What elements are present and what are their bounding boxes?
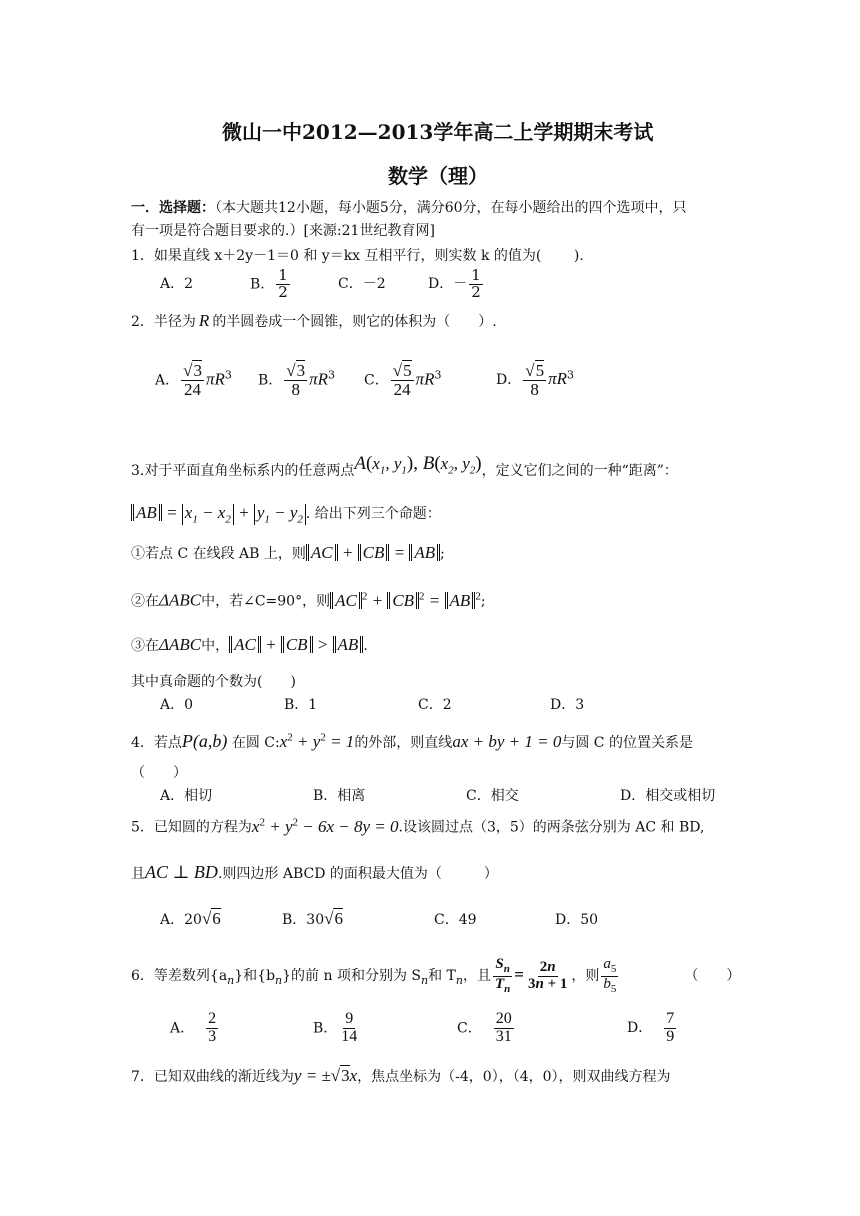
q1-option-d: D．－ $\frac{1}{2}$ <box>428 266 481 301</box>
question-5-stem: 5．已知圆的方程为$x^2 + y^2 - 6x - 8y = 0$.设该圆过点（3，5）的两条弦分别为 AC 和 BD, <box>131 816 705 836</box>
question-5-options <box>160 909 598 929</box>
q5-option-c: C．49 <box>434 912 477 928</box>
question-1-stem: 1．如果直线 x＋2y－1＝0 和 y＝kx 互相平行，则实数 k 的值为( ). <box>131 248 584 264</box>
question-2-options <box>155 362 574 399</box>
question-3-stem: 3.对于平面直角坐标系内的任意两点$A(x_1$, $y_1$), $B(x_2$, $y_2$)，定义它们之间的一种“距离”： <box>131 453 678 479</box>
section-intro <box>131 197 687 217</box>
question-3-options <box>160 694 584 714</box>
q3-points-formula: A <box>354 453 366 474</box>
q3-option-c: C．2 <box>418 697 452 713</box>
question-3-definition: AB = $x_1 - x_2 + y_1 - y_2$ . 给出下列三个命题： <box>131 503 441 525</box>
q6-option-d: D． $\frac{7}{9}$ <box>627 1010 675 1045</box>
question-6-options <box>170 1011 678 1046</box>
section-heading: 一．选择题： <box>131 200 215 216</box>
q6-option-b: B． $\frac{9}{14}$ <box>313 1010 358 1045</box>
q1-option-b: B． $\frac{1}{2}$ <box>250 266 288 301</box>
q4-option-d: D．相交或相切 <box>620 788 716 804</box>
question-3-prop1: ①若点 C 在线段 AB 上，则 AC + CB = AB ; <box>131 543 445 562</box>
section-intro-line1: （本大题共12小题，每小题5分，满分60分，在每小题给出的四个选项中，只 <box>215 200 687 216</box>
question-2-stem: 2．半径为 R 的半圆卷成一个圆锥，则它的体积为（ ）. <box>131 311 497 330</box>
question-3-prop3: ③在ΔABC中， AC + CB > AB . <box>131 635 368 654</box>
q5-option-a: A．20√6 <box>160 909 221 928</box>
section-intro-line2: 有一项是符合题目要求的.）[来源:21世纪教育网] <box>131 223 435 239</box>
q4-option-c: C．相交 <box>466 788 519 804</box>
question-7-stem: 7．已知双曲线的渐近线为y = ±√3x，焦点坐标为（-4，0），（4，0），则双曲线方程为 <box>131 1066 671 1085</box>
q1-option-a: A．2 <box>160 276 194 293</box>
question-1-options <box>160 268 485 301</box>
q6-option-c: C． $\frac{20}{31}$ <box>457 1010 512 1045</box>
q3-option-d: D．3 <box>550 697 585 713</box>
q6-option-a: A． $\frac{2}{3}$ <box>170 1010 217 1045</box>
page-title: 微山一中2012—2013学年高二上学期期末考试 <box>222 120 654 144</box>
q2-option-d: D． $\frac{√5}{8}$ $\pi R^3$ <box>496 361 574 399</box>
question-3-prop2: ②在ΔABC中，若∠C=90°，则 AC $^2$ + CB $^2$ = AB $^2$; <box>131 590 486 610</box>
q2-option-c: C． $\frac{√5}{24}$ $\pi R^3$ <box>364 361 442 399</box>
q4-option-a: A．相切 <box>160 788 213 804</box>
q2-option-b: B． $\frac{√3}{8}$ $\pi R^3$ <box>258 361 336 399</box>
q3-option-a: A．0 <box>160 697 194 713</box>
question-4-stem: 4．若点P(a,b) 在圆 $C:x^2 + y^2 = 1$的外部，则直线ax + by + 1 = 0与圆 C 的位置关系是 <box>131 731 693 751</box>
question-5-line2: 且AC ⊥ BD.则四边形 ABCD 的面积最大值为（ ） <box>131 862 498 882</box>
question-4-paren: （ ） <box>131 765 187 781</box>
page-subtitle: 数学（理） <box>388 164 488 188</box>
q4-option-b: B．相离 <box>313 788 366 804</box>
question-4-options <box>160 785 715 805</box>
q3-option-b: B．1 <box>284 697 318 713</box>
q5-option-b: B．30√6 <box>282 909 343 928</box>
question-6-stem: 6．等差数列$\{a_n\}$和$\{b_n\}$的前 n 项和分别为 $S_n$和 $T_n$，且 $\frac{S_n}{T_n}$ = $\frac{2n}{3n + 1}$ ，则 $\frac{a_5}{b_5}$ （ ） <box>131 956 741 995</box>
q2-option-a: A． $\frac{√3}{24}$ $\pi R^3$ <box>155 361 232 399</box>
q5-option-d: D．50 <box>555 912 599 928</box>
q3-distance-formula: AB = $x_1 - x_2 + y_1 - y_2$ <box>131 503 306 522</box>
question-3-ask: 其中真命题的个数为( ) <box>131 674 296 690</box>
q1-option-c: C．－2 <box>338 276 386 293</box>
